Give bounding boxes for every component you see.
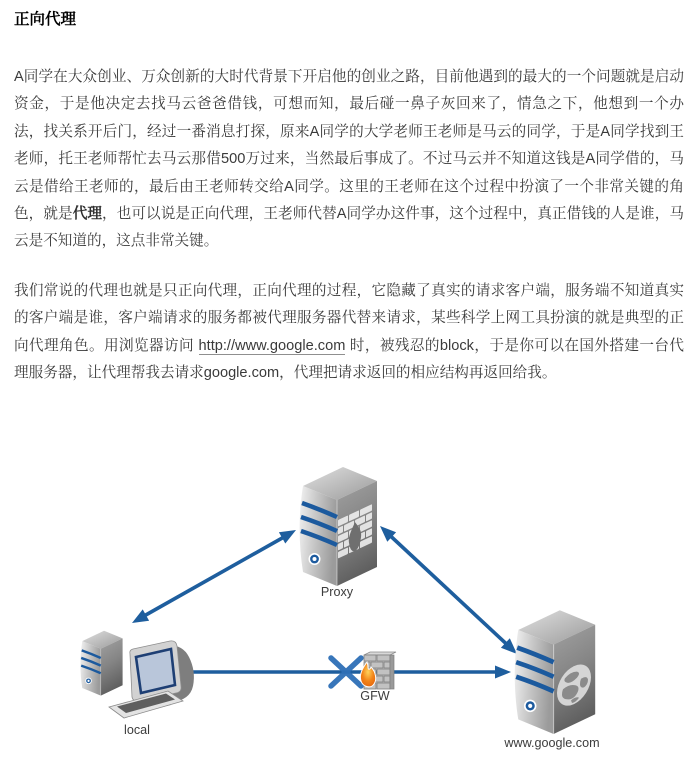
gfw-label: GFW — [360, 689, 390, 703]
article — [0, 12, 694, 387]
arrow-proxy-google — [380, 526, 517, 654]
local-computer-icon — [80, 631, 193, 718]
p1-text-before: A同学在大众创业、万众创新的大时代背景下开启他的创业之路，目前他遇到的最大的一个问题就是启动资金，于是他决定去找马云爸爸借钱，可想而知，最后碰一鼻子灰回来了，情急之下，他想到一个办法，找关系开后门，经过一番消息打探，原来A同学的大学老师王老师是马云的同学，于是A同学找到王老师，托王老师帮忙去马云那借500万过来，当然最后事成了。不过马云并不知道这钱是A同学借的，马云是借给王老师的，最后由王老师转交给A同学。这里的王老师在这个过程中扮演了一个非常关键的角色，就是 — [14, 69, 684, 223]
proxy-label: Proxy — [320, 585, 354, 599]
google-url-link[interactable]: http://www.google.com — [198, 337, 346, 354]
arrowhead-to-google-horizontal — [495, 666, 511, 679]
local-label: local — [124, 723, 150, 737]
paragraph-forward-proxy-story — [14, 64, 684, 256]
forward-proxy-diagram — [0, 454, 694, 784]
p1-bold-term: 代理 — [72, 206, 103, 223]
paragraph-forward-proxy-explain — [14, 278, 684, 388]
p1-text-after: ，也可以说是正向代理，王老师代替A同学办这件事，这个过程中，真正借钱的人是谁，马云是不知道的，这点非常关键。 — [14, 206, 684, 250]
arrow-local-proxy — [132, 530, 296, 623]
google-server-icon — [515, 610, 595, 734]
page-title: 正向代理 — [14, 11, 77, 28]
p2-text-after: 时，被残忍的block，于是你可以在国外搭建一台代理服务器，让代理帮我去请求google.com，代理把请求返回的相应结构再返回给我。 — [14, 337, 684, 382]
firewall-wall-icon — [360, 652, 396, 689]
google-label: www.google.com — [504, 736, 600, 750]
p2-text-before: 我们常说的代理也就是只正向代理，正向代理的过程，它隐藏了真实的请求客户端，服务端不知道真实的客户端是谁，客户端请求的服务都被代理服务器代替来请求，某些科学上网工具扮演的就是典型的正向代理角色。用浏览器访问 — [14, 282, 684, 354]
gfw-block — [331, 652, 396, 689]
proxy-server-icon — [300, 467, 377, 586]
